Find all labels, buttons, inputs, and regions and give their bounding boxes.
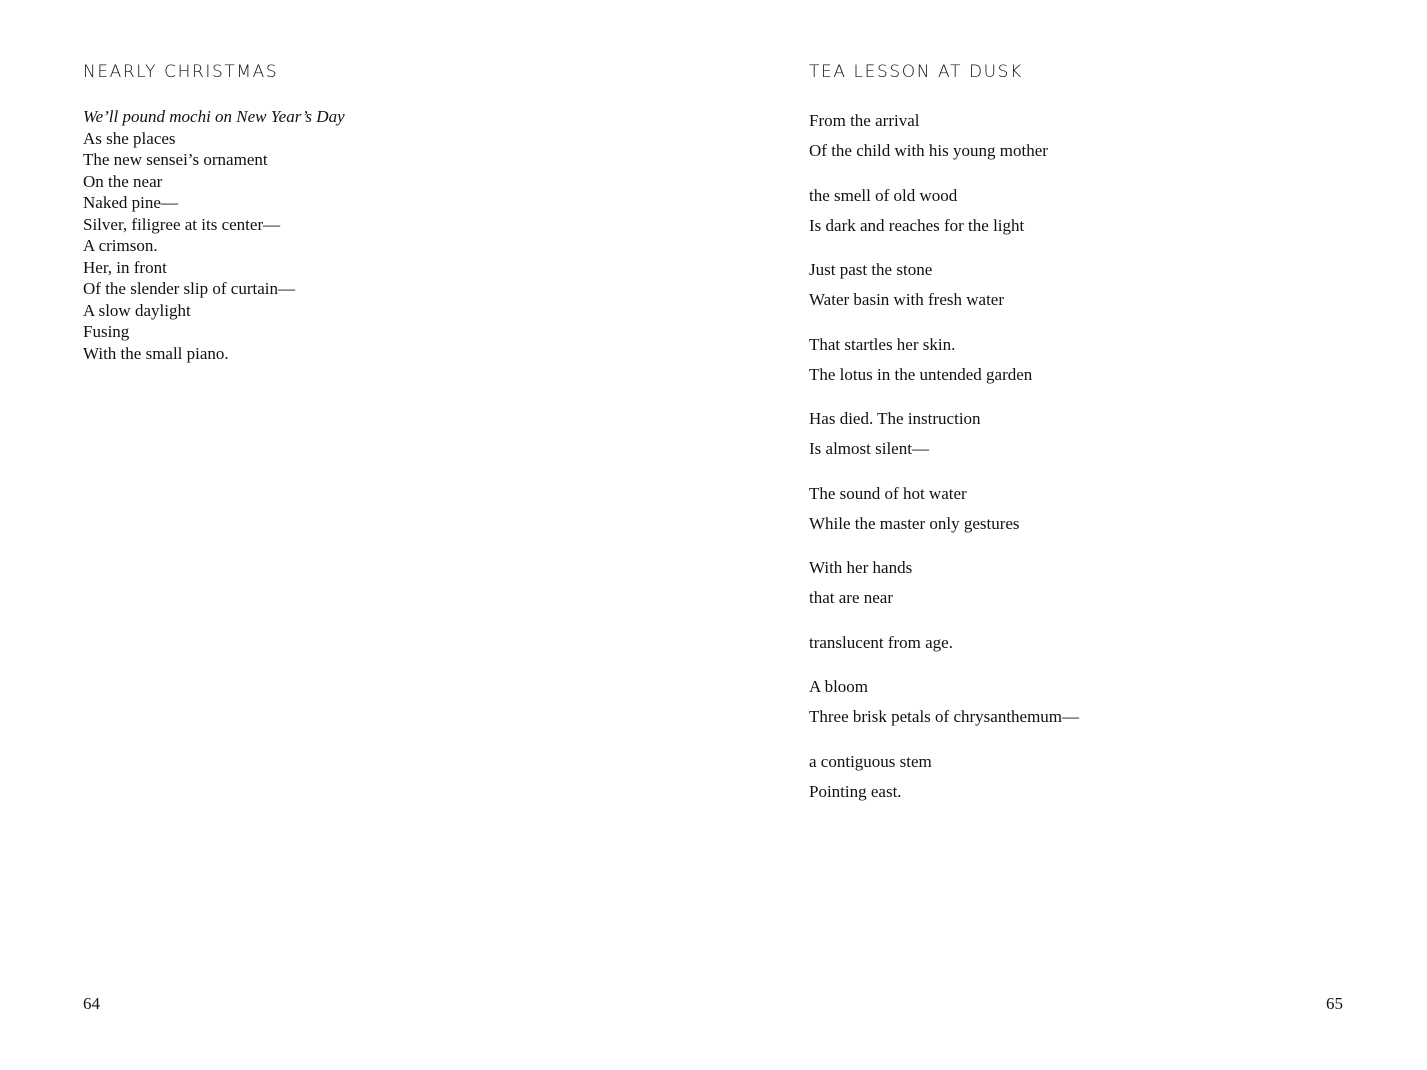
stanza [809,330,1079,390]
left-page [0,0,713,1070]
poem-line: A bloom [809,677,869,696]
stanza [809,479,1079,539]
poem-line: Fusing [83,322,130,341]
poem-line: Is dark and reaches for the light [809,215,1025,235]
poem-line: That startles her skin. [809,334,956,354]
poem-line: The sound of hot water [809,483,967,503]
poem-line: Water basin with fresh water [809,290,1005,309]
stanza [809,106,1079,166]
poem-line: Naked pine— [83,193,178,212]
stanza [809,672,1079,732]
poem-line: Pointing east. [809,781,902,801]
poem-line: The new sensei’s ornament [83,150,268,169]
poem-line: While the master only gestures [809,513,1020,533]
stanza [809,181,1079,241]
poem-line: Three brisk petals of chrysanthemum— [809,707,1080,726]
page-number-left: 64 [83,994,100,1013]
poem-line: On the near [83,171,163,191]
poem-epigraph: We’ll pound mochi on New Year’s Day [83,107,345,126]
poem-line: Silver, filigree at its center— [83,214,281,234]
poem-line: Of the child with his young mother [809,141,1048,160]
poem-line: Of the slender slip of curtain— [83,279,295,298]
poem-line: From the arrival [809,111,920,130]
poem-line: a contiguous stem [809,751,932,771]
stanza [809,628,1079,658]
poem-line: With the small piano. [83,343,229,363]
poem-line: Is almost silent— [809,439,929,458]
poem-line: that are near [809,588,893,607]
poem-line: A slow daylight [83,300,191,320]
poem-line: Her, in front [83,257,167,277]
poem-body-tea-lesson [809,106,1079,821]
poem-body-nearly-christmas [83,106,345,364]
stanza [809,553,1079,613]
poem-title-tea-lesson-at-dusk: TEA LESSON AT DUSK [809,62,1023,82]
poem-line: translucent from age. [809,632,953,652]
poem-line: The lotus in the untended garden [809,364,1033,384]
poem-line: the smell of old wood [809,185,958,205]
poem-line: A crimson. [83,236,158,255]
stanza [809,747,1079,807]
poem-title-nearly-christmas: NEARLY CHRISTMAS [83,62,279,82]
right-page [713,0,1427,1070]
poem-line: Has died. The instruction [809,409,981,428]
poem-line: As she places [83,128,176,148]
poem-line: Just past the stone [809,260,933,279]
poem-line: With her hands [809,558,913,577]
stanza [809,404,1079,464]
stanza [809,255,1079,315]
page-number-right: 65 [1326,994,1343,1013]
